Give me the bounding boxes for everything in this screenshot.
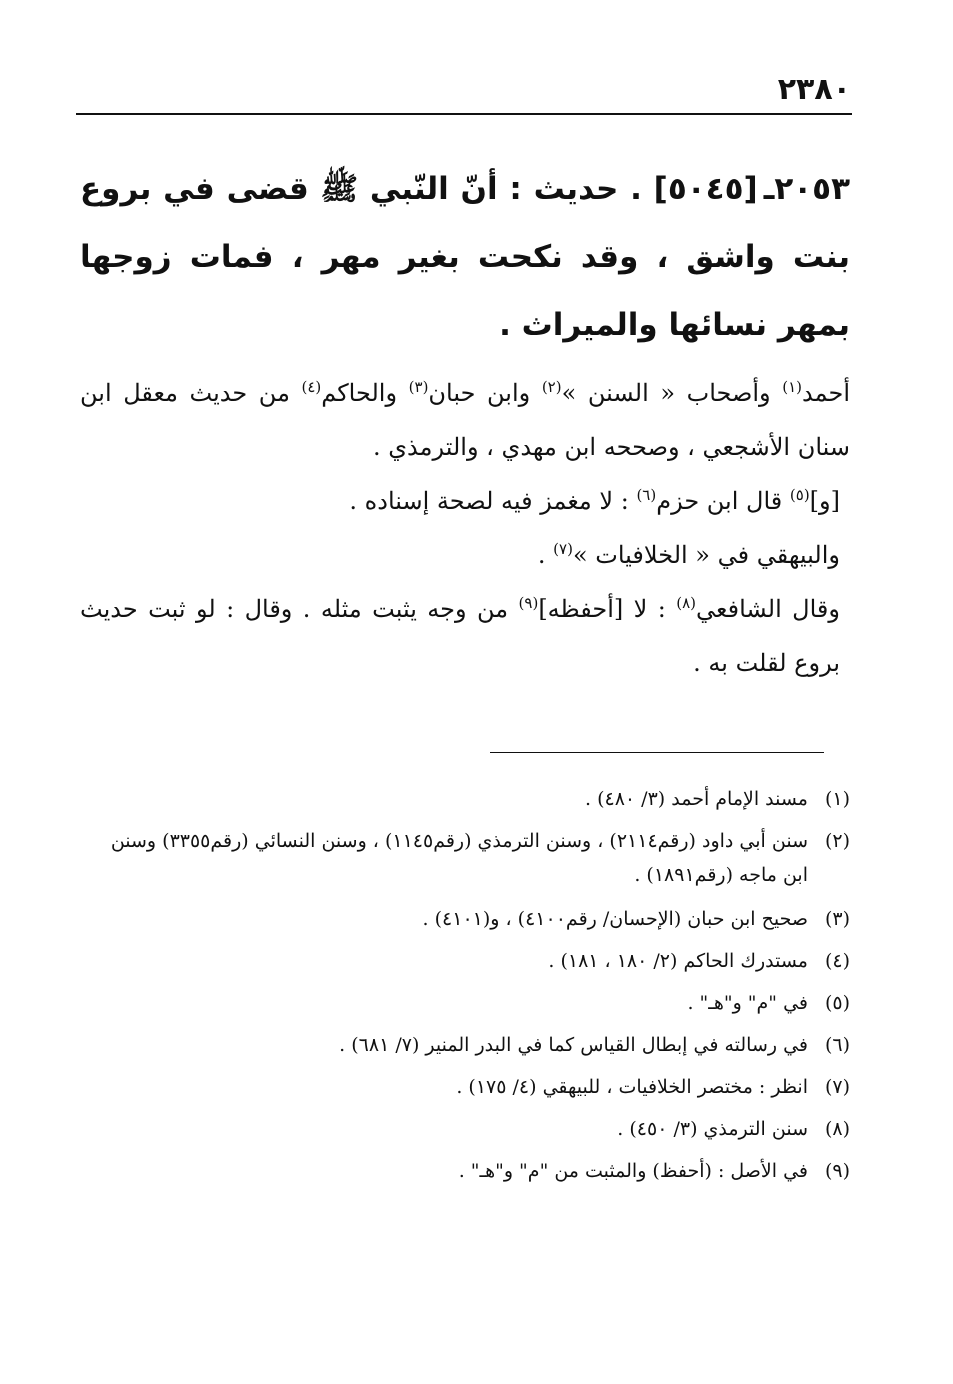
footnote-ref-7: (٧): [553, 540, 573, 558]
footnote-divider: [490, 752, 824, 753]
footnote-item: [80, 1150, 850, 1192]
footnotes-list: [80, 778, 850, 1192]
footnote-label: (١): [824, 788, 850, 810]
footnote-label: (٧): [824, 1076, 850, 1098]
commentary-text: قال ابن حزم: [656, 487, 790, 515]
footnote-ref-1: (١): [782, 378, 803, 396]
commentary-paragraph-4: [80, 582, 850, 690]
commentary-text: : لا [أحفظه]: [538, 595, 677, 623]
commentary-text: وأصحاب « السنن »: [561, 379, 783, 407]
commentary-text: من حديث معقل ابن سنان الأشجعي ، وصححه ابن مهدي ، والترمذي .: [80, 379, 850, 461]
footnote-label: (٥): [824, 992, 850, 1014]
footnote-ref-6: (٦): [636, 486, 657, 504]
commentary-text: أحمد: [802, 379, 850, 407]
commentary: [80, 366, 850, 690]
footnote-text: سنن الترمذي (٣/ ٤٥٠) .: [617, 1118, 808, 1140]
footnote-item: [80, 982, 850, 1024]
commentary-text: والبيهقي في « الخلافيات »: [572, 541, 840, 569]
footnote-text: صحيح ابن حبان (الإحسان/ رقم٤١٠٠) ، و(٤١٠١) .: [422, 908, 808, 930]
footnote-text: سنن أبي داود (رقم٢١١٤) ، وسنن الترمذي (رقم١١٤٥) ، وسنن النسائي (رقم٣٣٥٥) وسنن ابن ماجه (رقم١٨٩١) .: [110, 830, 808, 886]
footnote-ref-2: (٢): [541, 378, 562, 396]
header-divider: [76, 113, 852, 115]
hadith-number: ٢٠٥٣ـ: [763, 171, 850, 207]
footnote-ref-9: (٩): [518, 594, 539, 612]
footnote-ref-4: (٤): [301, 378, 322, 396]
footnote-item: [80, 1108, 850, 1150]
commentary-text: وقال الشافعي: [696, 595, 840, 623]
commentary-text: [و]: [809, 487, 840, 515]
footnote-text: في الأصل : (أحفظ) والمثبت من "م" و"هـ" .: [458, 1160, 808, 1182]
footnote-ref-5: (٥): [789, 486, 810, 504]
footnote-text: مسند الإمام أحمد (٣/ ٤٨٠) .: [585, 788, 808, 810]
footnote-text: مستدرك الحاكم (٢/ ١٨٠ ، ١٨١) .: [548, 950, 808, 972]
footnote-ref-3: (٣): [408, 378, 429, 396]
hadith-text: [٥٠٤٥] . حديث : أنّ النّبي ﷺ قضى في بروع بنت واشق ، وقد نكحت بغير مهر ، فمات زوجها بمهر نسائها والميراث .: [80, 171, 850, 343]
page-number: ٢٣٨٠: [777, 72, 851, 107]
footnote-text: في رسالته في إبطال القياس كما في البدر المنير (٧/ ٦٨١) .: [339, 1034, 808, 1056]
footnote-item: [80, 1066, 850, 1108]
footnote-item: [80, 1024, 850, 1066]
commentary-text: والحاكم: [321, 379, 409, 407]
footnote-ref-8: (٨): [676, 594, 697, 612]
footnote-label: (٢): [824, 830, 850, 852]
commentary-paragraph-1: [80, 366, 850, 474]
footnote-label: (٤): [824, 950, 850, 972]
commentary-paragraph-2: [80, 474, 850, 528]
footnote-label: (٩): [824, 1160, 850, 1182]
commentary-text: من وجه يثبت مثله . وقال : لو ثبت حديث بروع لقلت به .: [80, 595, 840, 677]
commentary-paragraph-3: [80, 528, 850, 582]
footnote-item: [80, 898, 850, 940]
commentary-text: .: [537, 541, 554, 569]
commentary-text: : لا مغمز فيه لصحة إسناده .: [349, 487, 637, 515]
footnote-label: (٨): [824, 1118, 850, 1140]
footnote-item: [80, 940, 850, 982]
footnote-text: انظر : مختصر الخلافيات ، للبيهقي (٤/ ١٧٥) .: [456, 1076, 808, 1098]
footnote-text: في "م" و"هـ" .: [687, 992, 808, 1014]
footnote-label: (٣): [824, 908, 850, 930]
footnote-item: [80, 778, 850, 820]
commentary-text: وابن حبان: [428, 379, 542, 407]
hadith-entry: [80, 155, 850, 359]
footnote-item: [80, 820, 850, 898]
footnote-label: (٦): [824, 1034, 850, 1056]
